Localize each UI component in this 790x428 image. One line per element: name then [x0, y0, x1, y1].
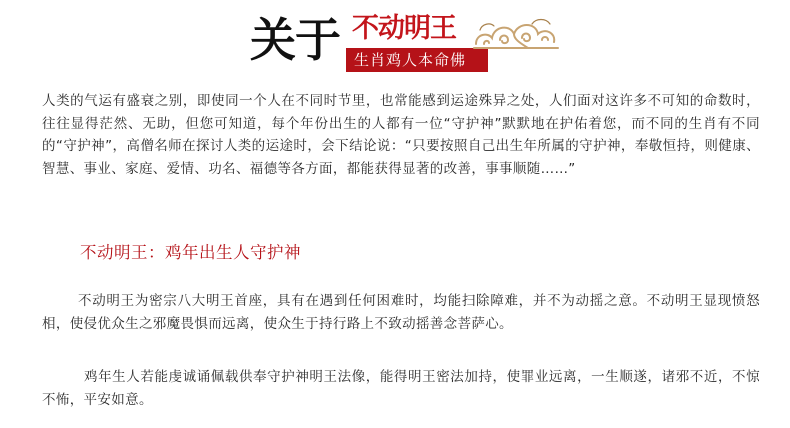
section-heading: 不动明王：鸡年出生人守护神 — [80, 243, 301, 262]
paragraph-blessing: 鸡年生人若能虔诚诵佩载供奉守护神明王法像，能得明王密法加持，使罪业远离，一生顺遂，诸邪不近，不惊不怖，平安如意。 — [42, 369, 760, 408]
auspicious-cloud-icon — [470, 10, 562, 54]
paragraph-deity-description: 不动明王为密宗八大明王首座，具有在遇到任何困难时，均能扫除障难，并不为动摇之意。不动明王显现愤怒相，使侵优众生之邪魔畏惧而远离，使众生于持行路上不致动摇善念菩萨心。 — [42, 293, 760, 332]
page-title: 关于 — [250, 13, 340, 67]
intro-paragraph: 人类的气运有盛衰之别，即使同一个人在不同时节里，也常能感到运途殊异之处，人们面对这许多不可知的命数时，往往显得茫然、无助，但您可知道，每个年份出生的人都有一位“守护神”默默地在护佑着您，而不同的生肖有不同的“守护神”，高僧名师在探讨人类的运途时，会下结论说：“只要按照自己出生年所属的守护神，奉敬恒持，则健康、智慧、事业、家庭、爱情、功名、福德等各方面，都能获得显著的改善，事事顺随……” — [42, 93, 760, 178]
subtitle-text: 生肖鸡人本命佛 — [354, 51, 467, 69]
header — [250, 8, 580, 74]
subtitle-banner — [346, 48, 488, 72]
deity-name-title: 不动明王 — [352, 13, 456, 44]
